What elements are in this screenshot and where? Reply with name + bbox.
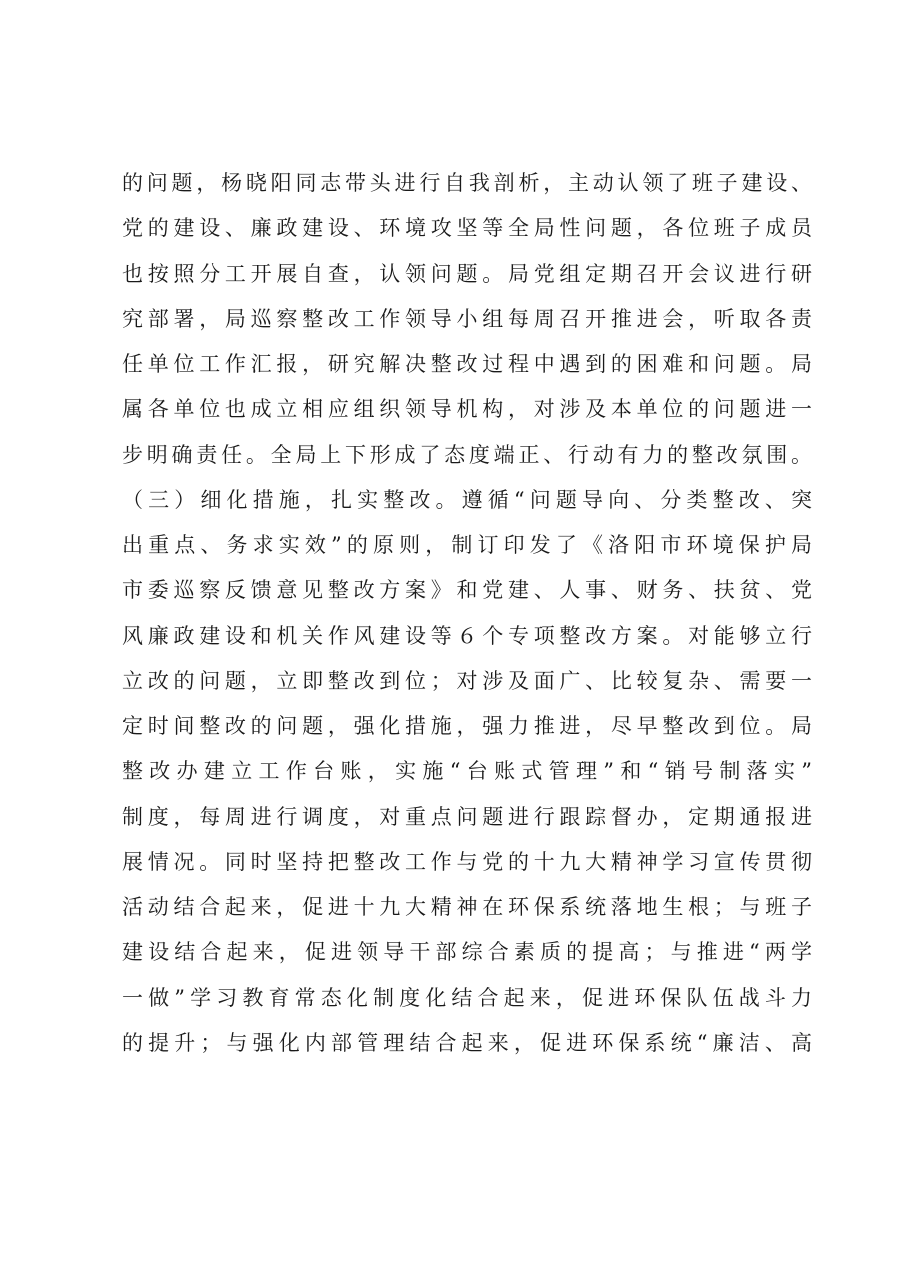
text-line: 整改办建立工作台账，实施“台账式管理”和“销号制落实” <box>122 759 812 784</box>
text-line: 活动结合起来，促进十九大精神在环保系统落地生根；与班子 <box>122 895 812 919</box>
text-line: 究部署，局巡察整改工作领导小组每周召开推进会，听取各责 <box>122 306 812 331</box>
text-line: 市委巡察反馈意见整改方案》和党建、人事、财务、扶贫、党 <box>122 578 812 603</box>
text-line: 任单位工作汇报，研究解决整改过程中遇到的困难和问题。局 <box>122 352 812 376</box>
text-line: 步明确责任。全局上下形成了态度端正、行动有力的整改氛围。 <box>122 442 812 467</box>
text-line: 风廉政建设和机关作风建设等６个专项整改方案。对能够立行 <box>122 623 812 648</box>
text-line: 一做”学习教育常态化制度化结合起来，促进环保队伍战斗力 <box>122 985 812 1010</box>
text-line: 也按照分工开展自查，认领问题。局党组定期召开会议进行研 <box>122 261 812 286</box>
body-text <box>122 161 812 1066</box>
text-line: 制度，每周进行调度，对重点问题进行跟踪督办，定期通报进 <box>122 804 812 829</box>
text-line: 属各单位也成立相应组织领导机构，对涉及本单位的问题进一 <box>122 397 812 422</box>
text-line: （三）细化措施，扎实整改。遵循“问题导向、分类整改、突 <box>122 487 812 512</box>
text-line: 展情况。同时坚持把整改工作与党的十九大精神学习宣传贯彻 <box>122 849 812 874</box>
text-line: 出重点、务求实效”的原则，制订印发了《洛阳市环境保护局 <box>122 533 812 557</box>
text-line: 的问题，杨晓阳同志带头进行自我剖析，主动认领了班子建设、 <box>122 171 812 195</box>
text-line: 党的建设、廉政建设、环境攻坚等全局性问题，各位班子成员 <box>122 216 812 241</box>
text-line: 建设结合起来，促进领导干部综合素质的提高；与推进“两学 <box>122 940 812 965</box>
text-line: 的提升；与强化内部管理结合起来，促进环保系统“廉洁、高 <box>122 1030 812 1055</box>
text-line: 立改的问题，立即整改到位；对涉及面广、比较复杂、需要一 <box>122 668 812 693</box>
text-line: 定时间整改的问题，强化措施，强力推进，尽早整改到位。局 <box>122 714 812 738</box>
